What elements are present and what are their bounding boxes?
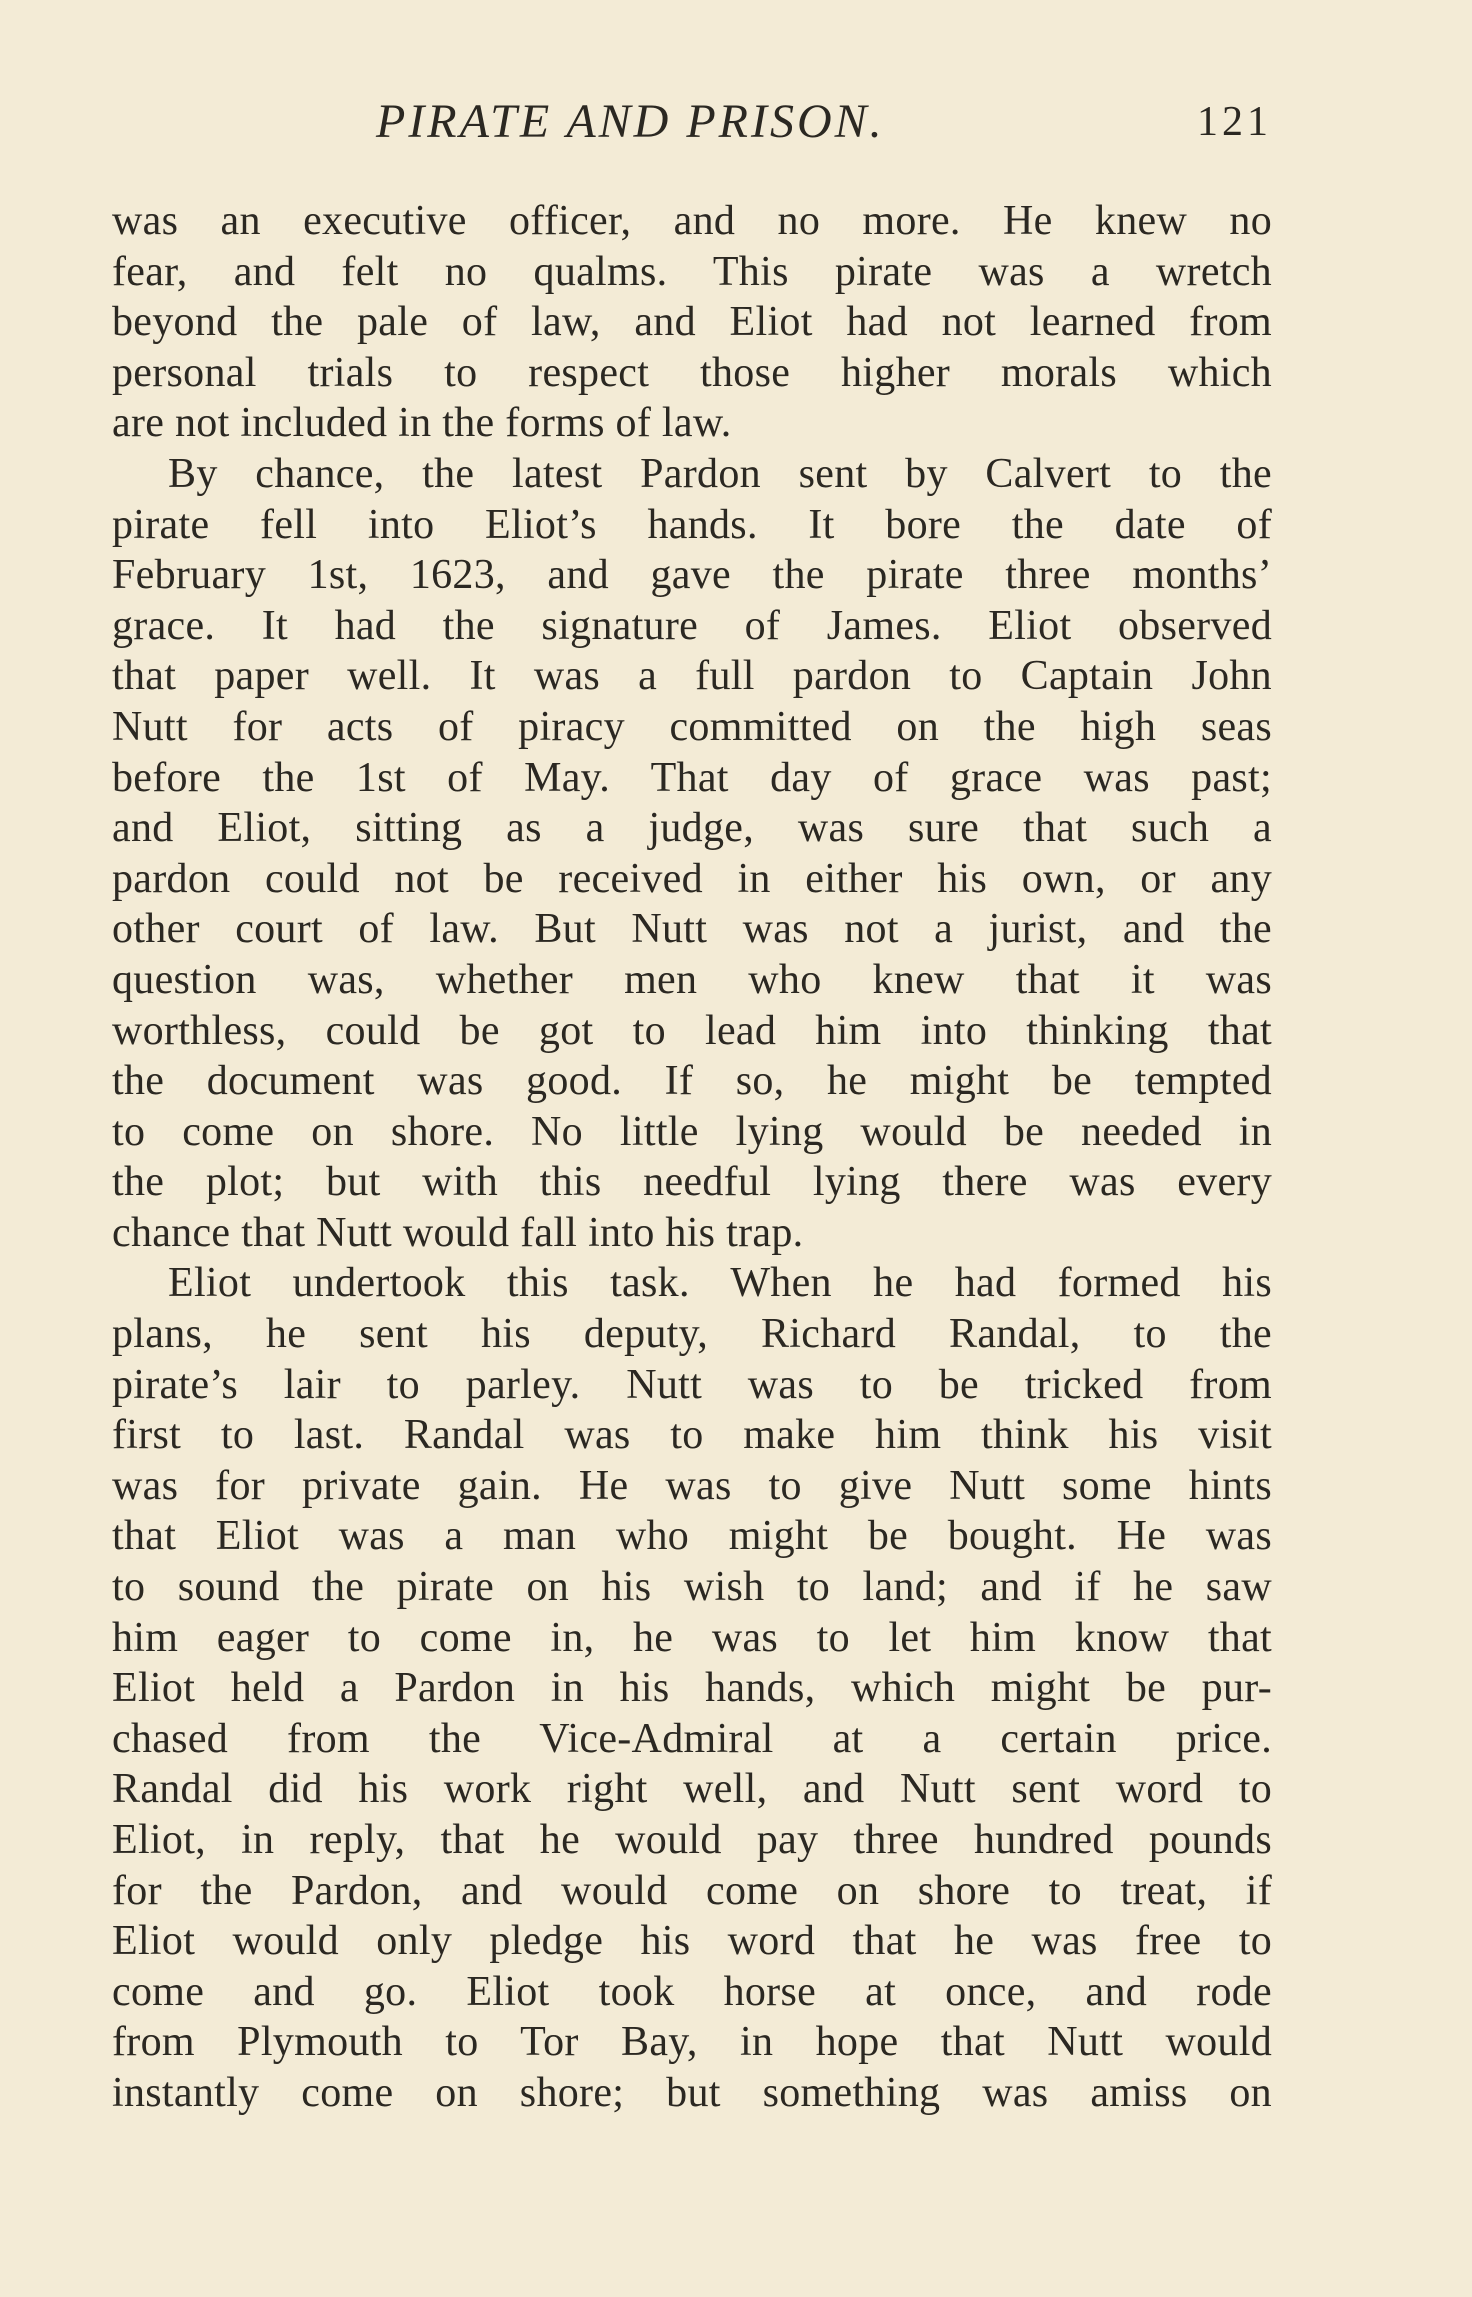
- page-number: 121: [1197, 99, 1272, 145]
- text-line: instantly come on shore; but something was amiss on: [112, 2069, 1272, 2116]
- text-line: grace. It had the signature of James. Eliot observed: [112, 602, 1272, 649]
- text-line: was for private gain. He was to give Nutt some hints: [112, 1462, 1272, 1509]
- text-line: personal trials to respect those higher morals which: [112, 349, 1272, 396]
- text-line: question was, whether men who knew that it was: [112, 956, 1272, 1003]
- text-line: to sound the pirate on his wish to land; and if he saw: [112, 1564, 1272, 1611]
- text-line: beyond the pale of law, and Eliot had not learned from: [112, 299, 1272, 346]
- text-line: from Plymouth to Tor Bay, in hope that Nutt would: [112, 2019, 1272, 2066]
- text-line: and Eliot, sitting as a judge, was sure that such a: [112, 805, 1272, 852]
- text-line: come and go. Eliot took horse at once, and rode: [112, 1968, 1272, 2015]
- text-line: other court of law. But Nutt was not a jurist, and the: [112, 906, 1272, 953]
- text-line: before the 1st of May. That day of grace was past;: [112, 754, 1272, 801]
- text-line: pirate fell into Eliot’s hands. It bore the date of: [112, 501, 1272, 548]
- running-title: PIRATE AND PRISON.: [376, 95, 885, 148]
- text-line: pirate’s lair to parley. Nutt was to be tricked from: [112, 1361, 1272, 1408]
- text-line: Nutt for acts of piracy committed on the high seas: [112, 703, 1272, 750]
- text-line: first to last. Randal was to make him think his visit: [112, 1412, 1272, 1459]
- text-line: Eliot, in reply, that he would pay three hundred pounds: [112, 1817, 1272, 1863]
- text-line: February 1st, 1623, and gave the pirate three months’: [112, 552, 1272, 599]
- body-text: [112, 196, 1272, 2119]
- text-line: was an executive officer, and no more. He knew no: [112, 198, 1272, 244]
- text-line: worthless, could be got to lead him into thinking that: [112, 1007, 1272, 1054]
- text-line: to come on shore. No little lying would be needed in: [112, 1108, 1272, 1155]
- text-line: the document was good. If so, he might be tempted: [112, 1058, 1272, 1105]
- text-line: chance that Nutt would fall into his trap.: [112, 1209, 804, 1256]
- text-line: plans, he sent his deputy, Richard Randal, to the: [112, 1311, 1272, 1358]
- text-line: pardon could not be received in either his own, or any: [112, 855, 1272, 902]
- text-line: that Eliot was a man who might be bought. He was: [112, 1513, 1272, 1560]
- running-head: [112, 92, 1272, 152]
- text-line: Eliot held a Pardon in his hands, which might be pur-: [112, 1665, 1272, 1712]
- text-line: chased from the Vice-Admiral at a certain price.: [112, 1715, 1272, 1762]
- paragraph-start-line: By chance, the latest Pardon sent by Calvert to the: [168, 450, 1272, 497]
- text-line: him eager to come in, he was to let him know that: [112, 1614, 1272, 1661]
- text-line: the plot; but with this needful lying there was every: [112, 1159, 1272, 1206]
- paragraph-start-line: Eliot undertook this task. When he had formed his: [168, 1260, 1272, 1307]
- text-line: for the Pardon, and would come on shore to treat, if: [112, 1867, 1272, 1914]
- text-line: fear, and felt no qualms. This pirate was a wretch: [112, 248, 1272, 295]
- text-line: that paper well. It was a full pardon to Captain John: [112, 653, 1272, 700]
- text-line: are not included in the forms of law.: [112, 400, 732, 447]
- text-line: Eliot would only pledge his word that he was free to: [112, 1918, 1272, 1965]
- text-line: Randal did his work right well, and Nutt sent word to: [112, 1766, 1272, 1813]
